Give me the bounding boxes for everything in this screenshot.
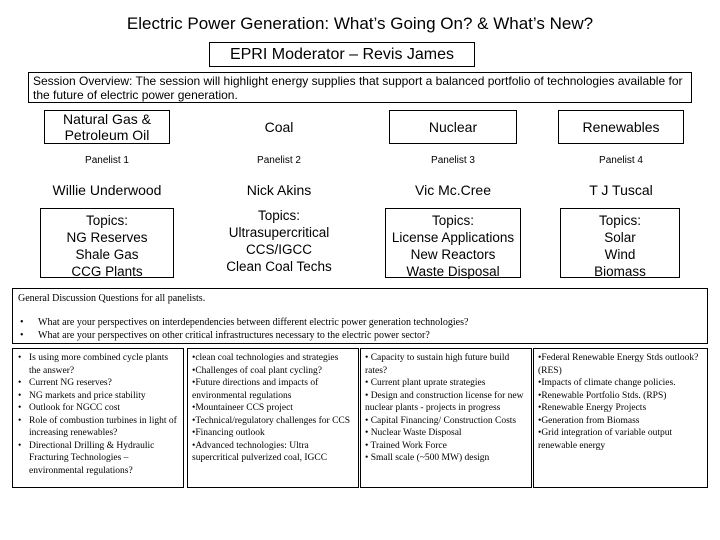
moderator-box: EPRI Moderator – Revis James bbox=[209, 42, 475, 67]
category-coal bbox=[216, 110, 342, 144]
category-nuclear bbox=[389, 110, 517, 144]
category-label: Natural Gas & Petroleum Oil bbox=[63, 111, 151, 143]
topic-item: New Reactors bbox=[410, 247, 496, 262]
topics-box-nuclear bbox=[385, 208, 521, 278]
panelist-name-1: Willie Underwood bbox=[52, 182, 162, 198]
topics-heading: Topics: bbox=[257, 208, 301, 223]
panelist-name-2: Nick Akins bbox=[246, 182, 312, 198]
question-item: • Small scale (~500 MW) design bbox=[365, 453, 490, 463]
category-renewables bbox=[558, 110, 684, 144]
question-item: • Role of combustion turbines in light of increasing renewables? bbox=[17, 415, 179, 440]
question-item: •Renewable Portfolio Stds. (RPS) bbox=[538, 390, 667, 401]
page-title: Electric Power Generation: What’s Going On? & What’s New? bbox=[126, 14, 594, 33]
question-item: •Renewable Energy Projects bbox=[538, 403, 647, 413]
question-item: •Mountaineer CCS project bbox=[192, 403, 293, 413]
topic-item: Biomass bbox=[594, 264, 646, 279]
panelist-label-1: Panelist 1 bbox=[85, 155, 129, 166]
question-item: •Federal Renewable Energy Stds outlook? (RES) bbox=[538, 353, 699, 376]
topic-item: Solar bbox=[604, 230, 636, 245]
discussion-item: • What are your perspectives on other critical infrastructures necessary to the electric power sector? bbox=[18, 329, 702, 342]
topics-box-renewables bbox=[560, 208, 680, 278]
questions-box-nuclear bbox=[360, 348, 532, 488]
question-item: •Impacts of climate change policies. bbox=[538, 378, 676, 388]
topics-heading: Topics: bbox=[431, 213, 475, 228]
question-item: • Nuclear Waste Disposal bbox=[365, 428, 462, 438]
topics-heading: Topics: bbox=[85, 213, 129, 228]
question-item: • Current plant uprate strategies bbox=[365, 378, 486, 388]
panelist-label-3: Panelist 3 bbox=[431, 155, 475, 166]
question-item: • Design and construction license for new nuclear plants - projects in progress bbox=[365, 390, 524, 413]
question-item: • Is using more combined cycle plants the answer? bbox=[17, 352, 179, 377]
questions-box-renewables bbox=[533, 348, 708, 488]
question-item: •clean coal technologies and strategies bbox=[192, 353, 339, 363]
question-item: •Grid integration of variable output renewable energy bbox=[538, 428, 673, 451]
questions-box-natural-gas bbox=[12, 348, 184, 488]
question-item: •Financing outlook bbox=[192, 428, 265, 438]
panelist-label-4: Panelist 4 bbox=[599, 155, 643, 166]
session-overview-box: Session Overview: The session will highlight energy supplies that support a balanced portfolio of technologies available for the future of electric power generation. bbox=[28, 72, 692, 103]
question-item: • Trained Work Force bbox=[365, 440, 447, 451]
question-item: •Technical/regulatory challenges for CCS bbox=[192, 415, 351, 426]
category-label: Renewables bbox=[582, 119, 660, 135]
discussion-list bbox=[18, 316, 702, 342]
topic-item: CCG Plants bbox=[71, 264, 143, 279]
topic-item: Clean Coal Techs bbox=[226, 259, 332, 274]
question-item: • Capital Financing/ Construction Costs bbox=[365, 415, 517, 426]
topic-item: Waste Disposal bbox=[406, 264, 500, 279]
general-discussion-box bbox=[12, 288, 708, 344]
topic-item: CCS/IGCC bbox=[245, 242, 312, 257]
discussion-item: • What are your perspectives on interdependencies between different electric power generation technologies? bbox=[18, 316, 702, 329]
question-item: • Capacity to sustain high future build rates? bbox=[365, 353, 510, 376]
topics-box-coal bbox=[216, 207, 342, 277]
panelist-name-4: T J Tuscal bbox=[589, 182, 653, 198]
question-item: •Challenges of coal plant cycling? bbox=[192, 365, 322, 376]
panelist-label-2: Panelist 2 bbox=[257, 155, 301, 166]
question-item: •Advanced technologies: Ultra supercritical pulverized coal, IGCC bbox=[192, 440, 328, 463]
topic-item: Ultrasupercritical bbox=[228, 225, 330, 240]
question-item: •Generation from Biomass bbox=[538, 415, 640, 426]
question-item: • Current NG reserves? bbox=[17, 377, 179, 390]
topic-item: Shale Gas bbox=[75, 247, 139, 262]
topic-item: License Applications bbox=[391, 230, 515, 245]
topics-heading: Topics: bbox=[598, 213, 642, 228]
question-item: • Directional Drilling & Hydraulic Fracturing Technologies – environmental regulations? bbox=[17, 440, 179, 478]
questions-box-coal bbox=[187, 348, 359, 488]
discussion-heading: General Discussion Questions for all panelists. bbox=[18, 293, 206, 304]
topic-item: NG Reserves bbox=[66, 230, 148, 245]
question-item: •Future directions and impacts of environmental regulations bbox=[192, 378, 319, 401]
category-label: Coal bbox=[264, 119, 294, 135]
category-natural-gas bbox=[44, 110, 170, 144]
panelist-name-3: Vic Mc.Cree bbox=[415, 182, 491, 198]
category-label: Nuclear bbox=[428, 119, 478, 135]
question-item: • Outlook for NGCC cost bbox=[17, 402, 179, 415]
topics-box-natural-gas bbox=[40, 208, 174, 278]
topic-item: Wind bbox=[604, 247, 636, 262]
question-item: • NG markets and price stability bbox=[17, 390, 179, 403]
